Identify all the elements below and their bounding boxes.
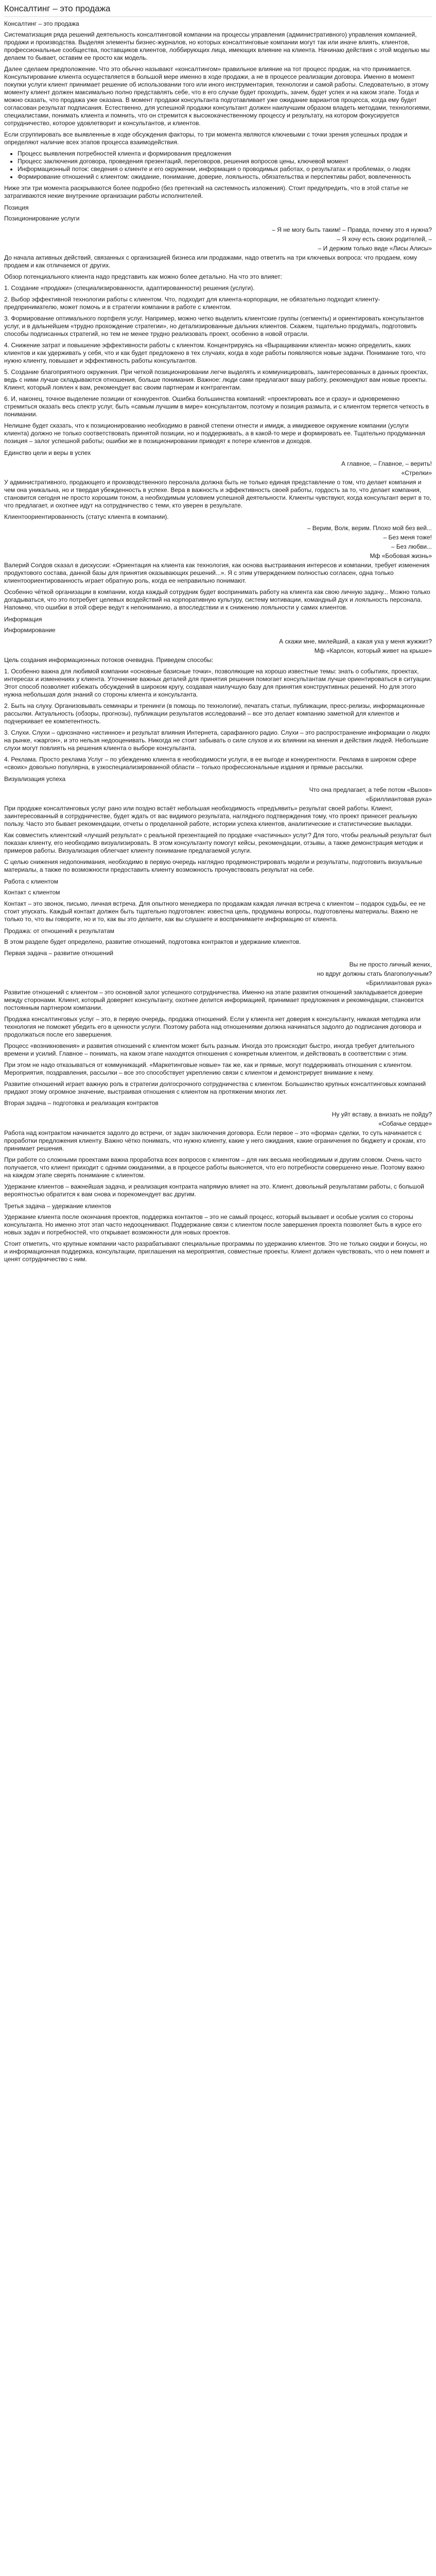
paragraph: 4. Реклама. Просто реклама Услуг – по убеждению клиента в необходимости услуги, в ее выгоде и конкурентности. Реклама в широком сфере «своих» довольно популярна, в узкоспециализированной области – только профессиональные издания и прямые рассылки. — [4, 756, 416, 771]
article-subtitle: Консалтинг – это продажа — [4, 20, 79, 27]
paragraph: Развитие отношений с клиентом – это основной залог успешного сотрудничества. Именно на этапе развития отношений закладывается доверие между сторонами. Клиент, который доверяет консультанту, охотнее делится информацией, принимает предложения и рекомендации, становится постоянным партнером компании. — [4, 989, 424, 1011]
article-page — [0, 0, 436, 1271]
paragraph: Информирование — [4, 626, 56, 634]
paragraph: 3. Слухи. Слухи – однозначно «истинное» и результат влияния Интернета, сарафанного радио. Слухи – это распространение информации о людях на рынке, «жаргон», и это нельзя недооценивать. Никогда не стоит забывать о силе слухов и их влиянии на мнения и действия людей. Небольшие слухи могут повлиять на решения клиента о выборе консультанта. — [4, 729, 430, 752]
paragraph: Вторая задача – подготовка и реализация контрактов — [4, 1099, 159, 1107]
paragraph: Далее сделаем предположение. Что это обычно называют «консалтингом» правильное влияние на тот процесс продаж, на что принимается. Консультирование клиента осуществляется в большой мере именно в ходе продажи, а не в процессе реализации договора. Именно в момент покупки услуги клиент принимает решение об использовании того или иного инструментария, технологии и самой работы. Следовательно, в этому моменту клиент должен максимально полно представлять себе, что в его случае будет проходить, зачем, будет успех и на каком этапе. Тогда и можно сказать, что продажа уже оказана. В момент продажи консультанта подготавливает уже ожидание вариантов процесса, когда ему будет согласован результат подписания. Естественно, для успешной продажи консультант должен наилучшим образом владеть методами, технологиями, специалистами, понимать клиента и помнить, что он стремится к высококачественному процессу и результату, на котором фокусируется сотрудничество, которое удовлетворит и консультантов, и клиентов. — [4, 65, 431, 127]
list-item: • Процесс выявления потребностей клиента и формирования предложения — [18, 150, 432, 158]
paragraph: Обзор потенциального клиента надо представить как можно более детально. На что это влияет: — [4, 273, 282, 280]
list-item: • Процесс заключения договора, проведения презентаций, переговоров, решения вопросов цены, ключевой момент — [18, 158, 432, 165]
paragraph: 6. И, наконец, точное выделение позиции от конкурентов. Ошибка большинства компаний: «проектировать все и сразу» и одновременно стремиться оказать весь спектр услуг, быть «самым лучшим в мире» консультантом, поэтому и позиция размыта, и с клиентом теряется четкость в понимании. — [4, 395, 429, 418]
section-heading: Работа с клиентом — [4, 878, 58, 885]
epigraph-line: А скажи мне, милейший, а какая уха у меня жужжит? — [279, 638, 432, 645]
section-heading: Информация — [4, 616, 42, 623]
paragraph: Работа над контрактом начинается задолго до встречи, от задач заключения договора. Если первое – это «форма» сделки, то суть начинается с проработки предложения клиенту. Важно чётко понимать, что нужно клиенту, какие у него ожидания, какие ограничения по бюджету и срокам, кто принимает решения. — [4, 1129, 426, 1152]
paragraph: 2. Быть на слуху. Организовывать семинары и тренинги (в помощь по технологии), печатать статьи, публикации, пресс-релизы, информационные рассылки. Актуальность (обзоры, прогнозы), публикации результатов исследований – все это делает компанию заметной для клиентов и подчеркивает ее компетентность. — [4, 702, 425, 725]
paragraph: 3. Формирование оптимального портфеля услуг. Например, можно четко выделить клиентские группы (сегменты) и ориентировать консультантов услуг, и в дальнейшем «трудно прохождение стратегии», но детализированные дальних клиентов. Скажем, тщательно продумать, подготовить способы подписанных стратегий, но тем не менее трудно реализовать проект, особенно в новой отрасли. — [4, 315, 424, 337]
epigraph-line: «Стрелки» — [401, 469, 432, 477]
paragraph: Удержание клиентов – важнейшая задача, и реализация контракта напрямую влияет на это. Клиент, довольный результатами работы, с большой вероятностью обратится к вам снова и порекомендует вас другим. — [4, 1183, 424, 1198]
list-item: • Формирование отношений с клиентом: ожидание, понимание, доверие, лояльность, обязательства и перспективы работ, вовлеченность — [18, 173, 432, 181]
paragraph: Нелишне будет сказать, что к позиционированию необходимо в равной степени отнести и имидж, а имиджевое окружение компании (услуги клиента) должно не только соответствовать принятой позиции, но и поддерживать, а в какой-то мере и формировать ее. Тщательно продуманная позиция – залог успешной работы; ошибки же в позиционировании приводят к потере клиентов и доходов. — [4, 422, 425, 445]
epigraph-line: Мф «Бобовая жизнь» — [370, 552, 432, 560]
paragraph: Валерий Солдов сказал в дискуссии: «Ориентация на клиента как технология, как основа выстраивания интересов и компании, требует изменения продуктового состава, данной базы для принятия оказывающих решений...». Я с этим утверждением полностью согласен, одна только клиентоориентированность играет обратную роль, когда ее неправильно понимают. — [4, 562, 430, 584]
paragraph: Цель создания информационных потоков очевидна. Приведем способы: — [4, 656, 214, 664]
paragraph: Процесс «возникновения» и развития отношений с клиентом может быть разным. Иногда это происходит быстро, иногда требует длительного времени и усилий. Главное – понимать, на каком этапе находятся отношения с конкретным клиентом, и действовать в соответствии с этим. — [4, 1042, 414, 1057]
section-heading: Третья задача – удержание клиентов — [4, 1202, 111, 1210]
epigraph-line: Что она предлагает, а тебе потом «Вызов» — [309, 786, 432, 793]
paragraph: Ниже эти три момента раскрываются более подробно (без претензий на системность изложения). Стоит предупредить, что в этой статье не затрагиваются некие внутренние организации работы исполнителей. — [4, 184, 409, 199]
section-heading: Продажа: от отношений к результатам — [4, 927, 115, 935]
paragraph: 1. Особенно важна для любимой компании «основные базисные точки», позволяющие на хорошо известные темы: знать о событиях, проектах, интересах и изменениях у клиента. Уточнение важных деталей для принятия решения помогает консультантам лучше ориентироваться в ситуации. Этот способ позволяет избежать обсуждений в широком кругу, создавая наилучшую базу для принятия конструктивных решений. Но для этого нужна небольшая доля знаний со стороны клиента и консультанта. — [4, 668, 432, 698]
epigraph-line: – Верим, Волк, верим. Плохо мой без вей... — [307, 524, 432, 532]
paragraph: 4. Снижение затрат и повышение эффективности работы с клиентом. Концентрируясь на «Выращивании клиента» можно определить, каких клиентов и как удерживать у себя, что и как будет предложено в тех случаях, когда в ходе работы появляются новые задачи. Понимание того, что нужно клиенту, повышает и эффективность работы консультантов. — [4, 342, 426, 364]
epigraph-line: – Без любви... — [391, 543, 432, 550]
paragraph: Как совместить клиентский «лучший результат» с реальной презентацией по продаже «частичных» услуг? Для того, чтобы реальный результат был показан клиенту, его необходимо визуализировать. В этом консультанту помогут кейсы, рекомендации, отзывы, а также демонстрация методик и примеров работы. Визуализация облегчает клиенту понимание предлагаемой услуги. — [4, 832, 431, 854]
paragraph: Позиционирование услуги — [4, 215, 80, 222]
paragraph: Если сгруппировать все выявленные в ходе обсуждения факторы, то три момента являются ключевыми с точки зрения успешных продаж и определяют наличие всех этапов процесса взаимодействия. — [4, 131, 408, 146]
epigraph-line: – Я хочу есть своих родителей, – — [337, 235, 432, 243]
paragraph: Развитие отношений играет важную роль в стратегии долгосрочного сотрудничества с клиентом. Большинство крупных консалтинговых компаний придают этому огромное значение, выстраивая отношения с клиентом на протяжении многих лет. — [4, 1080, 426, 1095]
section-heading: Единство цели и веры в успех — [4, 449, 91, 456]
epigraph-line: – И держим только виде «Лисы Алисы» — [318, 245, 432, 252]
paragraph: Клиентоориентированность (статус клиента в компании). — [4, 513, 169, 520]
paragraph: Контакт – это звонок, письмо, личная встреча. Для опытного менеджера по продажам каждая личная встреча с клиентом – подарок судьбы, ее не стоит упускать. Каждый контакт должен быть тщательно подготовлен: известна цель, продуманы вопросы, подготовлены материалы. Важно не только то, что вы говорите, но и то, как вы это делаете, как вы слушаете и воспринимаете информацию от клиента. — [4, 900, 426, 923]
paragraph: При работе со сложными проектами важна проработка всех вопросов с клиентом – для них весьма необходимым и другим словом. Очень часто получается, что клиент приходит с одними ожиданиями, а в процессе работы выясняется, что его потребности совершенно иные. Поэтому важно на каждом этапе сверять понимание с клиентом. — [4, 1156, 425, 1179]
paragraph: 1. Создание «продажи» (специализированности, адаптированности) решения (услуги). — [4, 284, 255, 292]
paragraph: Особенно чёткой организации в компании, когда каждый сотрудник будет воспринимать работу на клиента как свою личную задачу... Можно только догадываться, что это потребует целевых воздействий на корпоративную культуру, систему мотивации, командный дух и лояльность персонала. Напомню, что ошибки в этой сфере ведут к непониманию, а впоследствии и к снижению лояльности у самих клиентов. — [4, 588, 430, 611]
epigraph-line: но вдруг должны стать благополучным? — [317, 970, 432, 977]
section-heading: Позиция — [4, 204, 29, 211]
paragraph: Систематизация ряда решений деятельность консалтинговой компании на процессы управления (административного) управления компанией, продажи и производства. Выделяя элементы бизнес-журналов, но которых консалтинговые компании могут так или иначе влиять, клиентов, профессиональные сообщества, поставщиков клиентов, лоббирующих лица, имеющих влияние на клиента. Начинаю действия с этой моделью мы делаем то бывает, оставим ее просто как модель. — [4, 31, 430, 61]
paragraph: При продаже консалтинговых услуг рано или поздно встаёт небольшая необходимость «предъявить» результат своей работы. Клиент, заинтересованный в сотрудничестве, будет ждать от вас видимого результата, наглядного подтверждения тому, что проект принесет реальную пользу. Часто это бывает рекомендации, отчеты о проделанной работе, истории успеха клиентов, аналитические и статистические выкладки. — [4, 805, 417, 827]
paragraph: 5. Создание благоприятного окружения. При четкой позиционировании легче выделять и коммуницировать, заинтересованных в данных проектах, ведь с ними лучше складываются отношения, больше понимания. Важное: люди сами предлагают вашу работу, рекомендуют вам новые проекты. Клиент, который лоялен к вам, рекомендует вас своим партнерам и контрагентам. — [4, 368, 428, 391]
epigraph-line: «Бриллиантовая рука» — [365, 795, 432, 803]
epigraph-line: – Я не могу быть таким! – Правда, почему это я нужна? — [272, 226, 432, 233]
paragraph: Первая задача – развитие отношений — [4, 950, 114, 957]
paragraph: В этом разделе будет определено, развитие отношений, подготовка контрактов и удержание клиентов. — [4, 938, 301, 945]
bullet-list — [4, 150, 432, 181]
paragraph: Удержание клиента после окончания проектов, поддержка контактов – это не самый процесс, который вызывает и особые усилия со стороны консультанта. Но именно этот этап часто недооценивают. Поддержание связи с клиентом после завершения проекта позволяет быть в курсе его новых задач и потребностей, что открывает возможности для новых проектов. — [4, 1213, 422, 1236]
paragraph: 2. Выбор эффективной технологии работы с клиентом. Что, подходит для клиента-корпорации, не обязательно подходит клиенту-предпринимателю, может помочь и в стратегии компании в работе с клиентом. — [4, 296, 380, 311]
paragraph: Продажа консалтинговых услуг – это, в первую очередь, продажа отношений. Если у клиента нет доверия к консультанту, никакая методика или технология не поможет убедить его в ценности услуги. Поэтому работа над отношениями должна начинаться задолго до подписания договора и продолжаться после его завершения. — [4, 1015, 422, 1038]
epigraph-line: Вы не просто личный жених, — [349, 961, 432, 968]
paragraph: Контакт с клиентом — [4, 889, 60, 896]
paragraph: С целью снижения недопонимания, необходимо в первую очередь наглядно продемонстрировать модели и результаты, подготовить визуальные материалы, а также по возможности предоставить клиенту возможность прочувствовать результат на себе. — [4, 858, 423, 873]
paragraph: При этом не надо отказываться от коммуникаций. «Маркетинговые новые» так же, как и прямые, могут поддерживать отношения с клиентом. Мероприятия, поздравления, рассылки – все это способствует укреплению связи с клиентом и демонстрирует внимание к нему. — [4, 1061, 413, 1076]
epigraph-line: А главное, – Главное, – верить! — [341, 460, 432, 467]
section-heading: Визуализация успеха — [4, 775, 66, 783]
epigraph-line: Мф «Карлсон, который живет на крыше» — [314, 647, 432, 654]
page-title: Консалтинг – это продажа — [4, 2, 432, 17]
list-item: • Информационный поток: сведения о клиенте и его окружении, информация о проводимых работах, о результатах и проблемах, о людях — [18, 165, 432, 173]
epigraph-line: «Собачье сердце» — [378, 1120, 432, 1127]
epigraph-line: «Бриллиантовая рука» — [365, 979, 432, 987]
paragraph: У административного, продающего и производственного персонала должна быть не только единая представление о том, что делает компания и чем она уникальна, но и твердая убежденность в успехе. Вера в важность и эффективность своей работы, гордость за то, что делает компания, становится сегодня не просто хорошим тоном, а необходимым условием успешной деятельности. Клиенты чувствуют, когда консультант верит в то, что предлагает, и охотнее идут на сотрудничество с теми, кто уверен в результате. — [4, 479, 431, 509]
paragraph: До начала активных действий, связанных с организацией бизнеса или продажами, надо ответить на три ключевых вопроса: что продаем, кому продаем и как отличаемся от других. — [4, 254, 417, 269]
epigraph-line: – Без меня тоже! — [383, 534, 432, 541]
epigraph-line: Ну уйт вставу, а внизать не пойду? — [332, 1111, 432, 1118]
paragraph: Стоит отметить, что крупные компании часто разрабатывают специальные программы по удержанию клиентов. Это не только скидки и бонусы, но и информационная поддержка, консультации, приглашения на мероприятия, совместные проекты. Клиент должен чувствовать, что о нем помнят и ценят сотрудничество с ним. — [4, 1240, 430, 1263]
article-body — [4, 20, 432, 1263]
